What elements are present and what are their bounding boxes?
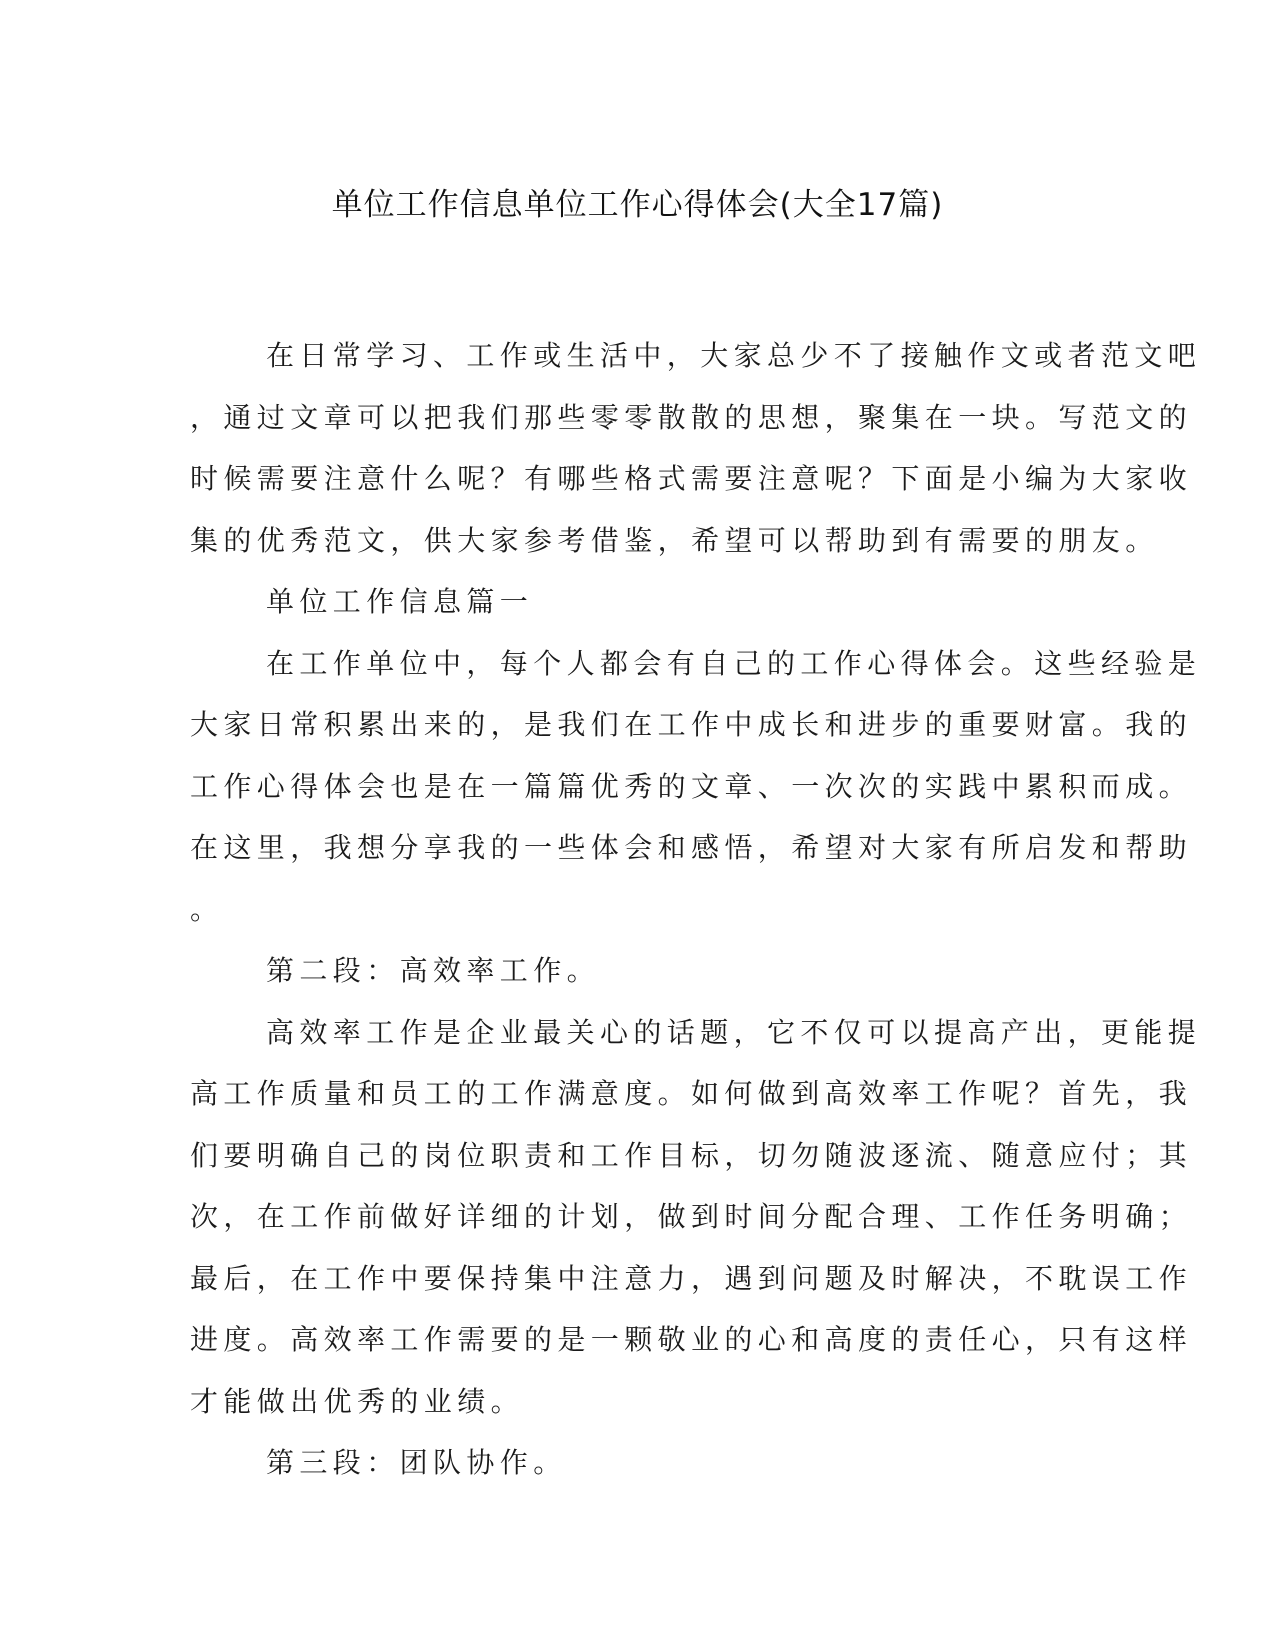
text-line: 在这里，我想分享我的一些体会和感悟，希望对大家有所启发和帮助 [190,831,1193,864]
document-body [190,325,1202,1494]
text-line: 高工作质量和员工的工作满意度。如何做到高效率工作呢？首先，我 [190,1077,1193,1110]
text-line: 们要明确自己的岗位职责和工作目标，切勿随波逐流、随意应付；其 [190,1138,1193,1172]
text-line: 工作心得体会也是在一篇篇优秀的文章、一次次的实践中累积而成。 [190,769,1193,803]
text-line: 才能做出优秀的业绩。 [190,1384,525,1418]
text-line: 第二段：高效率工作。 [266,954,601,987]
text-line: 在工作单位中，每个人都会有自己的工作心得体会。这些经验是 [266,646,1202,680]
text-line: 进度。高效率工作需要的是一颗敬业的心和高度的责任心，只有这样 [190,1323,1193,1356]
text-line: 高效率工作是企业最关心的话题，它不仅可以提高产出，更能提 [266,1015,1202,1049]
document-title: 单位工作信息单位工作心得体会(大全17篇) [331,187,944,223]
text-line: 集的优秀范文，供大家参考借鉴，希望可以帮助到有需要的朋友。 [190,523,1159,557]
text-line: 单位工作信息篇一 [266,585,534,618]
text-line: 时候需要注意什么呢？有哪些格式需要注意呢？下面是小编为大家收 [190,462,1193,495]
text-line: 第三段：团队协作。 [266,1446,567,1479]
text-line: 大家日常积累出来的，是我们在工作中成长和进步的重要财富。我的 [190,708,1193,741]
text-line: 在日常学习、工作或生活中，大家总少不了接触作文或者范文吧 [266,339,1202,372]
text-line: 次，在工作前做好详细的计划，做到时间分配合理、工作任务明确； [190,1200,1193,1233]
text-line: 最后，在工作中要保持集中注意力，遇到问题及时解决，不耽误工作 [190,1261,1193,1295]
text-line: 。 [190,892,224,926]
text-line: ，通过文章可以把我们那些零零散散的思想，聚集在一块。写范文的 [190,400,1193,434]
